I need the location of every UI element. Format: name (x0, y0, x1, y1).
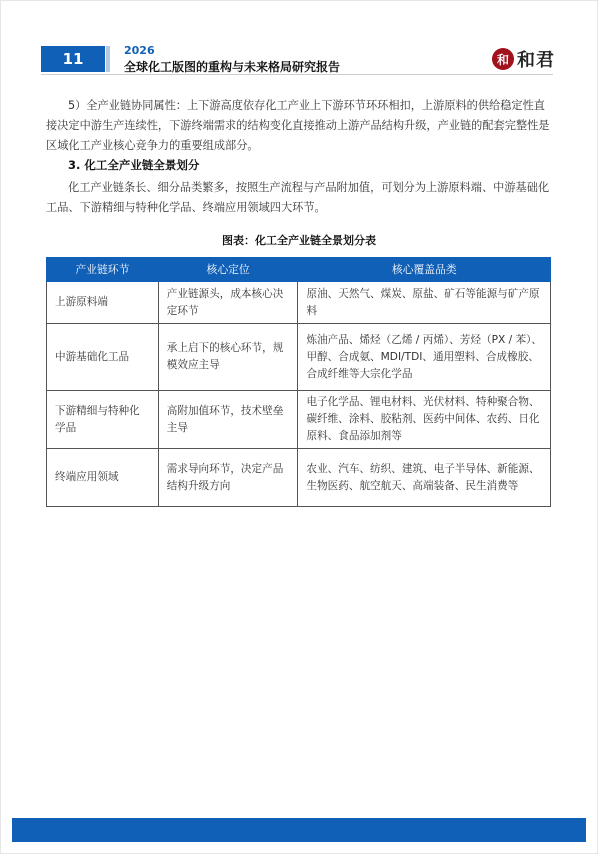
header-year: 2026 (124, 44, 155, 57)
logo-seal-icon: 和 (492, 48, 514, 70)
footer-bar (12, 818, 586, 842)
table-header-row (47, 258, 551, 282)
header-cell-categories: 核心覆盖品类 (298, 258, 551, 282)
cell-positioning: 承上启下的核心环节，规模效应主导 (158, 324, 298, 391)
company-logo (492, 46, 555, 72)
cell-positioning: 高附加值环节，技术壁垒主导 (158, 391, 298, 449)
table-row (47, 282, 551, 324)
cell-categories: 农业、汽车、纺织、建筑、电子半导体、新能源、生物医药、航空航天、高端装备、民生消费等 (298, 449, 551, 507)
table-caption: 图表：化工全产业链全景划分表 (222, 234, 376, 247)
paragraph-chain-overview: 化工产业链条长、细分品类繁多，按照生产流程与产品附加值，可划分为上游原料端、中游基础化工品、下游精细与特种化学品、终端应用领域四大环节。 (46, 181, 550, 214)
cell-segment: 终端应用领域 (47, 449, 159, 507)
logo-text: 和君 (517, 50, 555, 71)
industry-chain-table (46, 257, 551, 507)
cell-segment: 中游基础化工品 (47, 324, 159, 391)
paragraph-synergy: 5）全产业链协同属性：上下游高度依存化工产业上下游环节环环相扣，上游原料的供给稳定性直接决定中游生产连续性，下游终端需求的结构变化直接推动上游产品结构升级，产业链的配套完整性是区域化工产业核心竞争力的重要组成部分。 (46, 99, 550, 152)
page-number-badge: 11 (41, 46, 105, 72)
cell-positioning: 产业链源头，成本核心决定环节 (158, 282, 298, 324)
cell-categories: 炼油产品、烯烃（乙烯 / 丙烯）、芳烃（PX / 苯）、甲醇、合成氨、MDI/TDI、通用塑料、合成橡胶、合成纤维等大宗化学品 (298, 324, 551, 391)
cell-segment: 下游精细与特种化学品 (47, 391, 159, 449)
table-row (47, 449, 551, 507)
cell-segment: 上游原料端 (47, 282, 159, 324)
header-cell-positioning: 核心定位 (158, 258, 298, 282)
table-row (47, 324, 551, 391)
section-heading: 3. 化工全产业链全景划分 (68, 158, 200, 172)
cell-categories: 电子化学品、锂电材料、光伏材料、特种聚合物、碳纤维、涂料、胶粘剂、医药中间体、农药、日化原料、食品添加剂等 (298, 391, 551, 449)
cell-positioning: 需求导向环节，决定产品结构升级方向 (158, 449, 298, 507)
report-title: 全球化工版图的重构与未来格局研究报告 (124, 60, 341, 74)
header-cell-segment: 产业链环节 (47, 258, 159, 282)
table-row (47, 391, 551, 449)
cell-categories: 原油、天然气、煤炭、原盐、矿石等能源与矿产原料 (298, 282, 551, 324)
header-divider (41, 74, 553, 75)
header-accent-bar (106, 46, 110, 72)
